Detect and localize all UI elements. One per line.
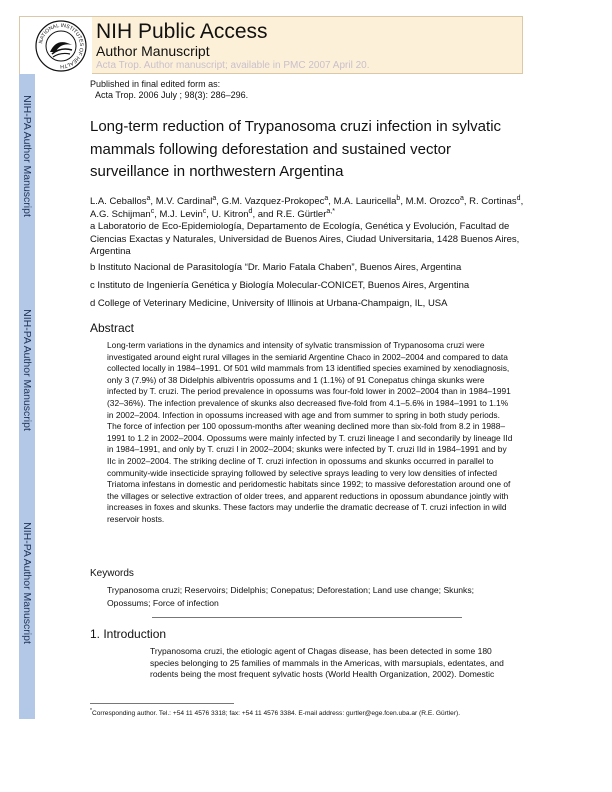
citation: Acta Trop. 2006 July ; 98(3): 286–296. bbox=[95, 90, 249, 100]
keywords-list: Trypanosoma cruzi; Reservoirs; Didelphis; Conepatus; Deforestation; Land use change; Skunks; Opossums; Force of infection bbox=[107, 585, 475, 608]
author-manuscript-sidebar: NIH-PA Author Manuscript NIH-PA Author Manuscript NIH-PA Author Manuscript bbox=[19, 74, 35, 719]
author-name: M.V. Cardinal bbox=[155, 196, 213, 207]
affiliation-c: c Instituto de Ingeniería Genética y Biología Molecular-CONICET, Buenos Aires, Argentina bbox=[90, 280, 470, 291]
svg-text:NATIONAL INSTITUTES OF HEALTH: NATIONAL INSTITUTES OF HEALTH bbox=[38, 22, 85, 70]
author-affiliation-mark: b bbox=[396, 194, 401, 202]
author-affiliation-mark: c bbox=[150, 207, 155, 215]
header-subtitle: Author Manuscript bbox=[96, 43, 210, 59]
section-divider bbox=[152, 617, 462, 618]
author-name: M.A. Lauricella bbox=[333, 196, 397, 207]
author bbox=[276, 209, 335, 220]
author-name: G.M. Vazquez-Prokopec bbox=[221, 196, 325, 207]
corresponding-author-footnote bbox=[90, 707, 461, 717]
affiliation-b: b Instituto Nacional de Parasitología “Dr. Mario Fatala Chaben”, Buenos Aires, Argentina bbox=[90, 262, 462, 273]
author-affiliation-mark: a bbox=[324, 194, 329, 202]
affiliation-a: a Laboratorio de Eco-Epidemiología, Departamento de Ecología, Genética y Evolución, Facultad de Ciencias Exactas y Naturales, Universidad de Buenos Aires, Ciudad Universitaria, 1428 Buenos Aires, Argentina bbox=[90, 221, 520, 257]
author bbox=[406, 196, 464, 207]
author bbox=[469, 196, 520, 207]
author-name: R. Cortinas bbox=[469, 196, 517, 207]
abstract-body: Long-term variations in the dynamics and intensity of sylvatic transmission of Trypanosoma cruzi were investigated around eight rural villages in the semiarid Argentine Chaco in 2002–2004 and compared to data collected locally in 1984–1991. Of 501 wild mammals from 13 identified species examined by xenodiagnosis, only 3 (7.9%) of 38 Didelphis albiventris opossums and 1 (1.1%) of 91 Conepatus chinga skunks were infected by T. cruzi. The period prevalence in opossums was four-fold lower in 2002–2004 than in 1984–1991 (32–36%). The infection prevalence of skunks also decreased five-fold from 4.1–5.6% in 1984–1991 to 1.1% in 2002–2004. Infection in opossums increased with age and from summer to spring in both study periods. The force of infection per 100 opossum-months after weaning declined more than six-fold from 8.2 in 1988–1991 to 1.2 in 2002–2004. Opossums were mainly infected by T. cruzi lineage I and secondarily by lineage IId in 1984–1991, and only by T. cruzi I in 2002–2004; skunks were infected by T. cruzi IId in 1984–1991 and by IIc in 2002–2004. The striking decline of T. cruzi infection in opossums and skunks occurred in parallel to community-wide insecticide spraying followed by selective sprays leading to very low densities of infected Triatoma infestans in domestic and peridomestic habitats since 1992; to massive deforestation around one of the villages or selective extraction of older trees, and apparent reductions in opossum abundance jointly with increases in foxes and skunks. These factors may underlie the dramatic decrease of T. cruzi infection in wild reservoir hosts. bbox=[107, 340, 513, 524]
abstract-heading: Abstract bbox=[90, 321, 135, 335]
author bbox=[90, 209, 154, 220]
author-name: A.G. Schijman bbox=[90, 208, 151, 220]
author-name: M.J. Levin bbox=[159, 208, 203, 220]
author-name: R.E. Gürtler bbox=[276, 208, 327, 220]
introduction-heading: 1. Introduction bbox=[90, 627, 167, 641]
author-affiliation-mark: a bbox=[459, 194, 464, 202]
affiliation-d: d College of Veterinary Medicine, University of Illinois at Urbana-Champaign, IL, USA bbox=[90, 298, 448, 309]
author-affiliation-mark: c bbox=[202, 207, 207, 215]
nih-seal-icon bbox=[34, 19, 88, 73]
footnote-mark: * bbox=[90, 707, 92, 714]
keywords-heading: Keywords bbox=[90, 568, 134, 579]
published-form-note: Published in final edited form as: bbox=[90, 79, 221, 89]
author-affiliation-mark: a bbox=[146, 194, 151, 202]
introduction-body: Trypanosoma cruzi, the etiologic agent of Chagas disease, has been detected in some 180 species belonging to 25 families of mammals in the Americas, with marsupials, edentates, and rodents being the most frequent sylvatic hosts (World Health Organization, 2002). Domestic bbox=[150, 646, 504, 680]
footnote-text: Corresponding author. Tel.: +54 11 4576 3318; fax: +54 11 4576 3384. E-mail address: gurtler@ege.fcen.uba.ar (R.E. Gürtler). bbox=[91, 710, 461, 717]
header-title: NIH Public Access bbox=[96, 20, 268, 43]
author-list: L.A. Ceballos$^a$, M.V. Cardinal$^a$, G.M. Vazquez-Prokopec$^a$, M.A. Lauricella$^b$, M.M. Orozco$^a$, R. Cortinas$^d$, A.G. Schijman$^c$, M.J. Levin$^c$, U. Kitron$^d$, and R.E. Gürtler$^{a,*}$ bbox=[90, 194, 524, 220]
author bbox=[156, 196, 217, 207]
author-name: M.M. Orozco bbox=[405, 196, 460, 207]
author-name: U. Kitron bbox=[211, 208, 249, 220]
author-affiliation-mark: a bbox=[212, 194, 217, 202]
nih-logo bbox=[20, 17, 92, 75]
article-title: Long-term reduction of Trypanosoma cruzi infection in sylvatic mammals following deforestation and sustained vector surveillance in northwestern Argentina bbox=[90, 118, 502, 180]
footnote-divider bbox=[90, 703, 234, 704]
author bbox=[90, 196, 150, 207]
author bbox=[160, 209, 207, 220]
header-availability-note: Acta Trop. Author manuscript; available in PMC 2007 April 20. bbox=[96, 60, 370, 71]
author bbox=[212, 209, 253, 220]
author-affiliation-mark: a,* bbox=[326, 207, 335, 215]
author bbox=[222, 196, 329, 207]
nih-header-banner bbox=[19, 16, 523, 74]
author-affiliation-mark: d bbox=[516, 194, 521, 202]
author bbox=[334, 196, 401, 207]
author-name: L.A. Ceballos bbox=[90, 196, 147, 207]
author-affiliation-mark: d bbox=[248, 207, 253, 215]
